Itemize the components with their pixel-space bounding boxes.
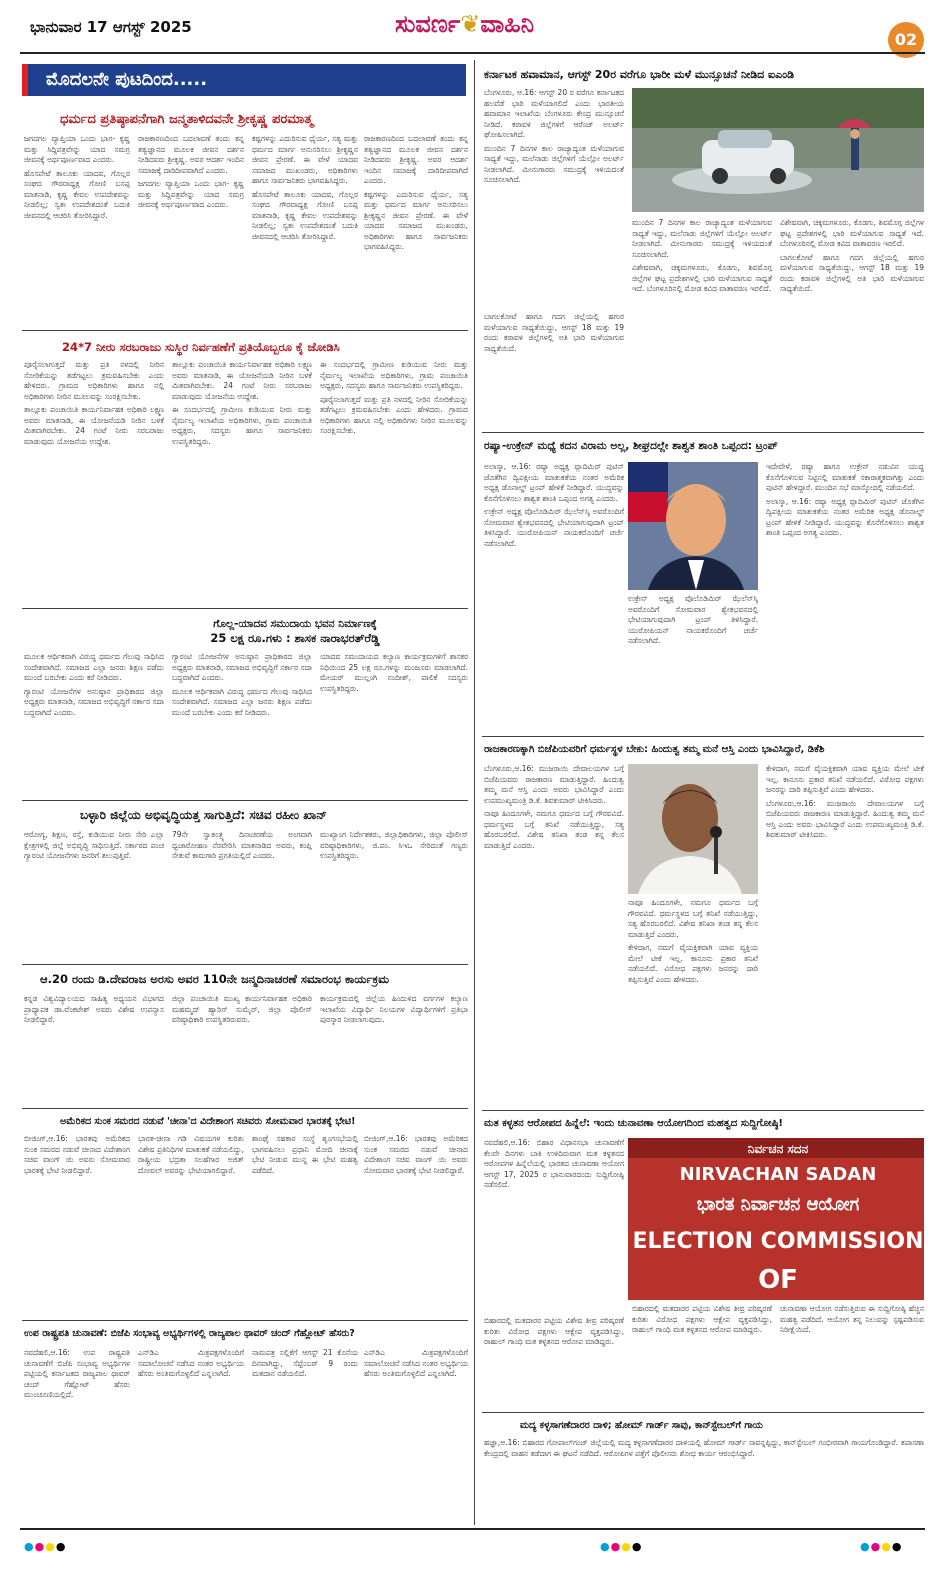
paragraph: ಪೂರೈಸಲಾಗುತ್ತದೆ ಮತ್ತು ಪ್ರತಿ ನಳದಲ್ಲಿ ನೀರಿನ ಸೋರಿಕೆಯನ್ನು ತಡೆಗಟ್ಟಲು ಕ್ರಮವಹಿಸಬೇಕು ಎಂದು ಹೇಳಿದರು. ಗ್ರಾಮದ ಅಧಿಕಾರಿಗಳು ಹಾಗೂ ನಲ್ಲಿ ಅಧಿಕಾರಿಗಳು ನೀರಿನ ಮೂಲವನ್ನು ಸಂರಕ್ಷಿಸಬೇಕು.	[320, 394, 468, 435]
paragraph: ಬಾಗಲಕೋಟೆ ಹಾಗೂ ಗದಗ ಜಿಲ್ಲೆಯಲ್ಲಿ ಹಗುರ ಮಳೆಯಾಗುವ ಸಾಧ್ಯತೆಯಿದ್ದು, ಆಗಸ್ಟ್ 18 ಮತ್ತು 19 ರಂದು ಕರಾವಳಿ ಜಿಲ್ಲೆಗಳಲ್ಲಿ ಅತಿ ಭಾರಿ ಮಳೆಯಾಗುವ ಸಾಧ್ಯತೆಯಿದೆ.	[780, 252, 924, 293]
headline-line: 25 ಲಕ್ಷ ರೂ.ಗಳು : ಶಾಸಕ ನಾರಾಭರತ್‌ರೆಡ್ಡಿ	[210, 631, 380, 645]
story-headline: ರಾಜಕಾರಣಕ್ಕಾಗಿ ಬಿಜೆಪಿಯವರಿಗೆ ಧರ್ಮಸ್ಥಳ ಬೇಕು: ಹಿಂದುತ್ವ ತಮ್ಮ ಮನೆ ಆಸ್ತಿ ಎಂದು ಭಾವಿಸಿದ್ದಾರೆ, ಡಿಕೆಶಿ	[484, 744, 825, 755]
paragraph: ಕೇಳಿದಾಗ, ನಮಗೆ ವೈಯಕ್ತಿಕವಾಗಿ ಯಾವ ವ್ಯಕ್ತಿಯ ಮೇಲೆ ಟೀಕೆ ಇಲ್ಲ. ಕಾನೂನು ಪ್ರಕಾರ ತನಿಖೆ ನಡೆಯಲಿದೆ. ವಿರೋಧ ಪಕ್ಷಗಳು ಜನರನ್ನು ದಾರಿ ತಪ್ಪಿಸುತ್ತಿವೆ ಎಂದು ಹೇಳಿದರು.	[766, 764, 924, 794]
paragraph: ತಾಲ್ಲೂಕು ಪಂಚಾಯಿತಿ ಕಾರ್ಯನಿರ್ವಾಹಕ ಅಧಿಕಾರಿ ಲಕ್ಷ್ಮಣ ಅವರು ಮಾತನಾಡಿ, ಈ ಯೋಜನೆಯಡಿ ನೀರಿನ ಬಳಕೆ ಮಿತವಾಗಿರಬೇಕು. 24 ಗಂಟೆ ನೀರು ಸರಬರಾಜು ಮಾಡುವುದು ಯೋಜನೆಯ ಉದ್ದೇಶ.	[172, 360, 312, 401]
story-body	[364, 134, 468, 322]
paragraph: ಗ್ಯಾರಂಟಿ ಯೋಜನೆಗಳ ಅನುಷ್ಠಾನ ಪ್ರಾಧಿಕಾರದ ಜಿಲ್ಲಾ ಅಧ್ಯಕ್ಷರು ಮಾತನಾಡಿ, ಸಮಾಜದ ಅಭಿವೃದ್ಧಿಗೆ ಸರ್ಕಾರ ಸದಾ ಬದ್ಧವಾಗಿದೆ ಎಂದರು.	[172, 652, 312, 682]
story-body	[24, 360, 164, 600]
story-body	[484, 1138, 624, 1312]
story-divider	[22, 800, 468, 801]
paragraph: ಚುನಾವಣಾ ಆಯೋಗ ನಡೆಸುತ್ತಿರುವ ಈ ಸುದ್ದಿಗೋಷ್ಠಿ ಹೆಚ್ಚಿನ ಮಹತ್ವ ಪಡೆದಿದೆ. ಆಯೋಗ ತನ್ನ ನಿಲುವನ್ನು ಸ್ಪಷ್ಟಪಡಿಸುವ ನಿರೀಕ್ಷೆಯಿದೆ.	[780, 1304, 924, 1334]
story-body	[628, 898, 758, 1104]
paragraph: ಬೀಜಿಂಗ್,ಆ.16: ಭಾರತವು ಅಮೆರಿಕದ ಸುಂಕ ಸಮರದ ನಡುವೆ ಚೀನಾದ ವಿದೇಶಾಂಗ ಸಚಿವ ವಾಂಗ್ ಯಿ ಅವರು ಸೋಮವಾರ ಭಾರತಕ್ಕೆ ಭೇಟಿ ನೀಡಲಿದ್ದಾರೆ.	[364, 1134, 468, 1175]
print-registration-marks: ●●●●	[24, 1540, 67, 1553]
paragraph: ಮುಂದಿನ 7 ದಿನಗಳ ಕಾಲ ರಾಜ್ಯಾದ್ಯಂತ ಮಳೆಯಾಗುವ ಸಾಧ್ಯತೆ ಇದ್ದು, ಮಲೆನಾಡು ಜಿಲ್ಲೆಗಳಿಗೆ ಯೆಲ್ಲೋ ಅಲರ್ಟ್ ನೀಡಲಾಗಿದೆ. ಮೀನುಗಾರರು ಸಮುದ್ರಕ್ಕೆ ಇಳಿಯದಂತೆ ಸೂಚಿಸಲಾಗಿದೆ.	[484, 143, 624, 184]
paragraph: ಕನ್ನಡ ವಿಶ್ವವಿದ್ಯಾಲಯದ ಸಾಹಿತ್ಯ ಅಧ್ಯಯನ ವಿಭಾಗದ ಪ್ರಾಧ್ಯಾಪಕ ಡಾ.ವೆಂಕಟೇಶ್ ಅವರು ವಿಶೇಷ ಉಪನ್ಯಾಸ ನೀಡಲಿದ್ದಾರೆ.	[24, 994, 164, 1024]
paragraph: ನವದೆಹಲಿ,ಆ.16: ಬಿಹಾರ ವಿಧಾನಸಭಾ ಚುನಾವಣೆಗೆ ಕೆಲವೇ ದಿನಗಳು ಬಾಕಿ ಉಳಿದಿರುವಾಗ ಮತ ಕಳ್ಳತನದ ಆರೋಪಗಳ ಹಿನ್ನೆಲೆಯಲ್ಲಿ ಭಾರತದ ಚುನಾವಣಾ ಆಯೋಗ ಆಗಸ್ಟ್ 17, 2025 ರ ಭಾನುವಾರದಂದು ಸುದ್ದಿಗೋಷ್ಠಿ ನಡೆಸಲಿದೆ.	[484, 1138, 624, 1189]
story-headline: ಕರ್ನಾಟಕ ಹವಾಮಾನ, ಆಗಸ್ಟ್ 20ರ ವರೆಗೂ ಭಾರೀ ಮಳೆ ಮುನ್ಸೂಚನೆ ನೀಡಿದ ಐಎಂಡಿ	[484, 68, 795, 81]
story-body	[24, 994, 164, 1102]
story-headline: ಬಳ್ಳಾರಿ ಜಿಲ್ಲೆಯ ಅಭಿವೃದ್ಧಿಯತ್ತ ಸಾಗುತ್ತಿದೆ: ಸಚಿವ ರಹೀಂ ಖಾನ್	[80, 808, 327, 822]
print-registration-marks: ●●●●	[860, 1540, 903, 1553]
story-body	[780, 218, 924, 428]
election-commission-photo	[628, 1138, 924, 1300]
story-body	[484, 1438, 924, 1520]
story-headline	[130, 618, 460, 646]
paragraph: ಇದೇವೇಳೆ, ರಷ್ಯಾ ಹಾಗೂ ಉಕ್ರೇನ್ ನಡುವಿನ ಯುದ್ಧ ಕೊನೆಗೊಳಿಸುವ ನಿಟ್ಟಿನಲ್ಲಿ ಮಾತುಕತೆ ಸಕಾರಾತ್ಮಕವಾಗಿತ್ತು ಎಂದು ಪುಟಿನ್ ಹೇಳಿದ್ದಾರೆ. ಮುಂದಿನ ಸಭೆ ಮಾಸ್ಕೋದಲ್ಲಿ ನಡೆಯಲಿದೆ.	[766, 462, 924, 492]
dkshi-photo	[628, 764, 758, 894]
portrait-image	[628, 764, 758, 894]
story-body	[138, 1348, 244, 1520]
masthead-title-part2: ವಾಹಿನಿ	[480, 10, 535, 38]
story-body	[138, 1134, 244, 1314]
paragraph: ಕೇಳಿದಾಗ, ನಮಗೆ ವೈಯಕ್ತಿಕವಾಗಿ ಯಾವ ವ್ಯಕ್ತಿಯ ಮೇಲೆ ಟೀಕೆ ಇಲ್ಲ. ಕಾನೂನು ಪ್ರಕಾರ ತನಿಖೆ ನಡೆಯಲಿದೆ. ವಿರೋಧ ಪಕ್ಷಗಳು ಜನರನ್ನು ದಾರಿ ತಪ್ಪಿಸುತ್ತಿವೆ ಎಂದು ಹೇಳಿದರು.	[628, 943, 758, 984]
story-body	[320, 360, 468, 600]
story-body	[484, 312, 624, 428]
masthead-title-part1: ಸುವರ್ಣ	[395, 10, 461, 38]
story-body	[252, 134, 358, 322]
story-headline: ಧರ್ಮದ ಪ್ರತಿಷ್ಠಾಪನೆಗಾಗಿ ಜನ್ಮತಾಳಿದವನೇ ಶ್ರೀಕೃಷ್ಣ ಪರಮಾತ್ಮ	[60, 112, 313, 127]
portrait-image	[628, 462, 758, 590]
story-body	[632, 218, 772, 428]
paragraph: ಉಕ್ರೇನ್ ಅಧ್ಯಕ್ಷ ವೊಲೊಡಿಮಿರ್ ಝೆಲೆನ್‌ಸ್ಕಿ ಅವರೊಂದಿಗೆ ಸೋಮವಾರ ಶ್ವೇತಭವನದಲ್ಲಿ ಭೇಟಿಯಾಗುವುದಾಗಿ ಟ್ರಂಪ್ ತಿಳಿಸಿದ್ದಾರೆ. ಯುರೋಪಿಯನ್ ನಾಯಕರೊಂದಿಗೆ ಚರ್ಚೆ ನಡೆಸಲಾಗಿದೆ.	[628, 594, 758, 645]
headline-line: ಗೊಲ್ಲ-ಯಾದವ ಸಮುದಾಯ ಭವನ ನಿರ್ಮಾಣಕ್ಕೆ	[213, 618, 377, 630]
story-body	[24, 652, 164, 792]
story-body	[364, 1348, 468, 1520]
paragraph: ಕಷ್ಟಗಳನ್ನು ಎದುರಿಸುವ ಧೈರ್ಯ, ಸತ್ಯ ಮತ್ತು ಧರ್ಮದ ಮಾರ್ಗ ಅನುಸರಿಸಲು ಶ್ರೀಕೃಷ್ಣನ ಜೀವನ ಪ್ರೇರಣೆ. ಈ ವೇಳೆ ಯಾದವ ಸಮಾಜದ ಮುಖಂಡರು, ಅಧಿಕಾರಿಗಳು ಹಾಗೂ ಸಾರ್ವಜನಿಕರು ಭಾಗವಹಿಸಿದ್ದರು.	[364, 189, 468, 251]
story-body	[320, 830, 468, 958]
story-headline: ಮದ್ಯ ಕಳ್ಳಸಾಗಣೆದಾರರ ದಾಳಿ; ಹೋಮ್ ಗಾರ್ಡ್ ಸಾವು, ಕಾನ್‌ಸ್ಟೇಬಲ್‌ಗೆ ಗಾಯ	[520, 1420, 763, 1431]
sign-mid-text: NIRVACHAN SADAN	[679, 1164, 877, 1185]
sign-big-text: ELECTION COMMISSION	[632, 1229, 924, 1254]
paragraph: ನಾವೂ ಹಿಂದೂಗಳೇ, ನಮಗೂ ಧರ್ಮದ ಬಗ್ಗೆ ಗೌರವವಿದೆ. ಧರ್ಮಸ್ಥಳದ ಬಗ್ಗೆ ತನಿಖೆ ನಡೆಯುತ್ತಿದ್ದು, ಸತ್ಯ ಹೊರಬರಲಿದೆ. ವಿಶೇಷ ತನಿಖಾ ತಂಡ ತನ್ನ ಕೆಲಸ ಮಾಡುತ್ತಿದೆ ಎಂದರು.	[628, 898, 758, 939]
paragraph: ಯಾದವ ಸಮುದಾಯದ ಕಲ್ಯಾಣ ಕಾರ್ಯಕ್ರಮಗಳಿಗೆ ಶಾಸಕರ ನಿಧಿಯಿಂದ 25 ಲಕ್ಷ ರೂ.ಗಳನ್ನು ಮಂಜೂರು ಮಾಡಲಾಗಿದೆ. ಮೇಯರ್ ಮುಲ್ಲಂಗಿ ನಂದೀಶ್, ಪಾಲಿಕೆ ಸದಸ್ಯರು ಉಪಸ್ಥಿತರಿದ್ದರು.	[320, 652, 468, 693]
paragraph: ಬೀಜಿಂಗ್,ಆ.16: ಭಾರತವು ಅಮೆರಿಕದ ಸುಂಕ ಸಮರದ ನಡುವೆ ಚೀನಾದ ವಿದೇಶಾಂಗ ಸಚಿವ ವಾಂಗ್ ಯಿ ಅವರು ಸೋಮವಾರ ಭಾರತಕ್ಕೆ ಭೇಟಿ ನೀಡಲಿದ್ದಾರೆ.	[24, 1134, 130, 1175]
paragraph: ಅಲಾಸ್ಕಾ, ಆ.16: ರಷ್ಯಾ ಅಧ್ಯಕ್ಷ ವ್ಲಾದಿಮಿರ್ ಪುಟಿನ್ ಜೊತೆಗಿನ ದ್ವಿಪಕ್ಷೀಯ ಮಾತುಕತೆಯ ನಂತರ ಅಮೆರಿಕ ಅಧ್ಯಕ್ಷ ಡೊನಾಲ್ಡ್ ಟ್ರಂಪ್ ಹೇಳಿಕೆ ನೀಡಿದ್ದಾರೆ. ಯುದ್ಧವನ್ನು ಕೊನೆಗೊಳಿಸಲು ಶಾಶ್ವತ ಶಾಂತಿ ಒಪ್ಪಂದ ಅಗತ್ಯ ಎಂದರು.	[484, 462, 624, 503]
story-headline: ಅಮೆರಿಕದ ಸುಂಕ ಸಮರದ ನಡುವೆ 'ಚೀನಾ'ದ ವಿದೇಶಾಂಗ ಸಚಿವರು ಸೋಮವಾರ ಭಾರತಕ್ಕೆ ಭೇಟಿ!	[60, 1116, 356, 1127]
story-headline: ರಷ್ಯಾ-ಉಕ್ರೇನ್ ಮಧ್ಯೆ ಕದನ ವಿರಾಮ ಅಲ್ಲ, ಶೀಘ್ರದಲ್ಲೇ ಶಾಶ್ವತ ಶಾಂತಿ ಒಪ್ಪಂದ: ಟ್ರಂಪ್	[484, 440, 778, 452]
paragraph: ಶಾಂಘೈ ಸಹಕಾರ ಸಂಸ್ಥೆ ಶೃಂಗಸಭೆಯಲ್ಲಿ ಭಾಗವಹಿಸಲು ಪ್ರಧಾನಿ ಮೋದಿ ಚೀನಾಕ್ಕೆ ಭೇಟಿ ನೀಡುವ ಮುನ್ನ ಈ ಭೇಟಿ ಮಹತ್ವ ಪಡೆದಿದೆ.	[252, 1134, 358, 1175]
story-divider	[482, 1412, 924, 1413]
section-banner: ಮೊದಲನೇ ಪುಟದಿಂದ.....	[22, 64, 466, 96]
paragraph: ಬಾಗಲಕೋಟೆ ಹಾಗೂ ಗದಗ ಜಿಲ್ಲೆಯಲ್ಲಿ ಹಗುರ ಮಳೆಯಾಗುವ ಸಾಧ್ಯತೆಯಿದ್ದು, ಆಗಸ್ಟ್ 18 ಮತ್ತು 19 ರಂದು ಕರಾವಳಿ ಜಿಲ್ಲೆಗಳಲ್ಲಿ ಅತಿ ಭಾರಿ ಮಳೆಯಾಗುವ ಸಾಧ್ಯತೆಯಿದೆ.	[484, 312, 624, 353]
story-divider	[482, 736, 924, 737]
story-body	[766, 462, 924, 730]
story-body	[484, 88, 624, 308]
paragraph: ವಿಶೇಷವಾಗಿ, ಚಿಕ್ಕಮಗಳೂರು, ಕೊಡಗು, ಶಿವಮೊಗ್ಗ ಜಿಲ್ಲೆಗಳ ಘಟ್ಟ ಪ್ರದೇಶಗಳಲ್ಲಿ ಭಾರಿ ಮಳೆಯಾಗುವ ಸಾಧ್ಯತೆ ಇದೆ. ಬೆಂಗಳೂರಿನಲ್ಲಿ ಮೋಡ ಕವಿದ ವಾತಾವರಣ ಇರಲಿದೆ.	[780, 218, 924, 248]
story-body	[172, 360, 312, 600]
story-divider	[22, 330, 468, 331]
story-body	[320, 994, 468, 1102]
story-body	[252, 1348, 358, 1520]
story-body	[252, 1134, 358, 1314]
center-column-divider	[474, 60, 475, 1525]
paragraph: ಪೂರೈಸಲಾಗುತ್ತದೆ ಮತ್ತು ಪ್ರತಿ ನಳದಲ್ಲಿ ನೀರಿನ ಸೋರಿಕೆಯನ್ನು ತಡೆಗಟ್ಟಲು ಕ್ರಮವಹಿಸಬೇಕು ಎಂದು ಹೇಳಿದರು. ಗ್ರಾಮದ ಅಧಿಕಾರಿಗಳು ಹಾಗೂ ನಲ್ಲಿ ಅಧಿಕಾರಿಗಳು ನೀರಿನ ಮೂಲವನ್ನು ಸಂರಕ್ಷಿಸಬೇಕು.	[24, 360, 164, 401]
story-body	[172, 652, 312, 792]
story-body	[484, 462, 624, 730]
paragraph: ಜಗದಗಲ ವ್ಯಾಪ್ತಿಯಾ ಒಂದು ಭಾಗ- ಕೃಷ್ಣ ಮತ್ತು ಸಿದ್ದಿಪತ್ರವೇನ್ನು ಯಾದ ಸಮಗ್ರ ಜೀವನಕ್ಕೆ ಅರ್ಥಪೂರ್ಣವಾದ ಎಂದರು.	[138, 179, 244, 209]
paragraph: 79ನೇ ಸ್ವಾತಂತ್ರ್ಯ ದಿನಾಚರಣೆಯ ಅಂಗವಾಗಿ ಧ್ವಜಾರೋಹಣ ನೆರವೇರಿಸಿ ಮಾತನಾಡಿದ ಅವರು, ಕಂಪ್ಲಿ ಸೇತುವೆ ಕಾಮಗಾರಿ ಪ್ರಗತಿಯಲ್ಲಿದೆ ಎಂದರು.	[172, 830, 312, 860]
paragraph: ವಿಶೇಷವಾಗಿ, ಚಿಕ್ಕಮಗಳೂರು, ಕೊಡಗು, ಶಿವಮೊಗ್ಗ ಜಿಲ್ಲೆಗಳ ಘಟ್ಟ ಪ್ರದೇಶಗಳಲ್ಲಿ ಭಾರಿ ಮಳೆಯಾಗುವ ಸಾಧ್ಯತೆ ಇದೆ. ಬೆಂಗಳೂರಿನಲ್ಲಿ ಮೋಡ ಕವಿದ ವಾತಾವರಣ ಇರಲಿದೆ.	[632, 263, 772, 293]
story-body	[24, 134, 130, 322]
paragraph: ಹೊಸಪೇಟೆ ತಾಲೂಕು ಯಾದವ, ಗೊಲ್ಲರ ಸಂಘದ ಗೌರವಾಧ್ಯಕ್ಷ ಗೋಣಿ ಬಸಪ್ಪ ಮಾತನಾಡಿ, ಕೃಷ್ಣ ಕೇವಲ ಉಪದೇಶವನ್ನು ನೀಡಲಿಲ್ಲ; ಸ್ವತಃ ಉಪದೇಶದಂತೆ ಬದುಕಿ ಜೀವನದಲ್ಲಿ ಆಚರಿಸಿ ತೋರಿಸಿದ್ದಾರೆ.	[252, 189, 358, 241]
paragraph: ನಾಮಪತ್ರ ಸಲ್ಲಿಕೆಗೆ ಆಗಸ್ಟ್ 21 ಕೊನೆಯ ದಿನವಾಗಿದ್ದು, ಸೆಪ್ಟೆಂಬರ್ 9 ರಂದು ಮತದಾನ ನಡೆಯಲಿದೆ.	[252, 1348, 358, 1378]
story-body	[766, 764, 924, 1104]
paragraph: ಈ ಸಂದರ್ಭದಲ್ಲಿ ಗ್ರಾಮೀಣ ಕುಡಿಯುವ ನೀರು ಮತ್ತು ನೈರ್ಮಲ್ಯ ಇಲಾಖೆಯ ಅಧಿಕಾರಿಗಳು, ಗ್ರಾಮ ಪಂಚಾಯಿತಿ ಅಧ್ಯಕ್ಷರು, ಸದಸ್ಯರು ಹಾಗೂ ಸಾರ್ವಜನಿಕರು ಉಪಸ್ಥಿತರಿದ್ದರು.	[320, 360, 468, 390]
story-body	[172, 830, 312, 958]
paragraph: ಮುಖ್ಯಾಂಗ ನಿರ್ದೇಶಕರು, ಜಿಲ್ಲಾಧಿಕಾರಿಗಳು, ಜಿಲ್ಲಾ ಪೊಲೀಸ್ ವರಿಷ್ಠಾಧಿಕಾರಿಗಳು, ಜಿ.ಪಂ. ಸಿಇಒ ಸೇರಿದಂತೆ ಗಣ್ಯರು ಉಪಸ್ಥಿತರಿದ್ದರು.	[320, 830, 468, 860]
print-registration-marks: ●●●●	[600, 1540, 643, 1553]
story-body	[364, 1134, 468, 1314]
paragraph: ಬಿಹಾರದಲ್ಲಿ ಮತದಾರರ ಪಟ್ಟಿಯ ವಿಶೇಷ ತೀವ್ರ ಪರಿಷ್ಕರಣೆ ಕುರಿತು ವಿರೋಧ ಪಕ್ಷಗಳು ಆಕ್ಷೇಪ ವ್ಯಕ್ತಪಡಿಸಿದ್ದು, ರಾಹುಲ್ ಗಾಂಧಿ ಮತ ಕಳ್ಳತನದ ಆರೋಪ ಮಾಡಿದ್ದರು.	[632, 1304, 772, 1334]
story-headline: ಮತ ಕಳ್ಳತನ ಆರೋಪದ ಹಿನ್ನೆಲೆ: ಇಂದು ಚುನಾವಣಾ ಆಯೋಗದಿಂದ ಮಹತ್ವದ ಸುದ್ದಿಗೋಷ್ಠಿ!	[484, 1118, 783, 1129]
paragraph: ತಾಲ್ಲೂಕು ಪಂಚಾಯಿತಿ ಕಾರ್ಯನಿರ್ವಾಹಕ ಅಧಿಕಾರಿ ಲಕ್ಷ್ಮಣ ಅವರು ಮಾತನಾಡಿ, ಈ ಯೋಜನೆಯಡಿ ನೀರಿನ ಬಳಕೆ ಮಿತವಾಗಿರಬೇಕು. 24 ಗಂಟೆ ನೀರು ಸರಬರಾಜು ಮಾಡುವುದು ಯೋಜನೆಯ ಉದ್ದೇಶ.	[24, 405, 164, 446]
paragraph: ಬೆಂಗಳೂರು,ಆ.16: ಮುಜರಾಯಿ ದೇವಾಲಯಗಳ ಬಗ್ಗೆ ಬಿಜೆಪಿಯವರು ರಾಜಕಾರಣ ಮಾಡುತ್ತಿದ್ದಾರೆ. ಹಿಂದುತ್ವ ತಮ್ಮ ಮನೆ ಆಸ್ತಿ ಎಂದು ಅವರು ಭಾವಿಸಿದ್ದಾರೆ ಎಂದು ಉಪಮುಖ್ಯಮಂತ್ರಿ ಡಿ.ಕೆ. ಶಿವಕುಮಾರ್ ಟೀಕಿಸಿದರು.	[484, 764, 624, 805]
story-body	[628, 594, 758, 730]
paragraph: ಕಷ್ಟಗಳನ್ನು ಎದುರಿಸುವ ಧೈರ್ಯ, ಸತ್ಯ ಮತ್ತು ಧರ್ಮದ ಮಾರ್ಗ ಅನುಸರಿಸಲು ಶ್ರೀಕೃಷ್ಣನ ಜೀವನ ಪ್ರೇರಣೆ. ಈ ವೇಳೆ ಯಾದವ ಸಮಾಜದ ಮುಖಂಡರು, ಅಧಿಕಾರಿಗಳು ಹಾಗೂ ಸಾರ್ವಜನಿಕರು ಭಾಗವಹಿಸಿದ್ದರು.	[252, 134, 358, 185]
story-divider	[482, 1110, 924, 1111]
rain-street-image	[632, 88, 924, 212]
masthead-title	[395, 10, 534, 38]
sign-kn-text: ಭಾರತ ನಿರ್ವಾಚನ ಆಯೋಗ	[696, 1194, 860, 1215]
paragraph: ನವದೆಹಲಿ,ಆ.16: ಉಪ ರಾಷ್ಟ್ರಪತಿ ಚುನಾವಣೆಗೆ ಬಿಜೆಪಿ ಸಂಭಾವ್ಯ ಅಭ್ಯರ್ಥಿಗಳ ಪಟ್ಟಿಯಲ್ಲಿ ಕರ್ನಾಟಕದ ರಾಜ್ಯಪಾಲ ಥಾವರ್ ಚಂದ್ ಗೆಹ್ಲೋಟ್ ಹೆಸರು ಮುಂಚೂಣಿಯಲ್ಲಿದೆ.	[24, 1348, 130, 1399]
paragraph: ಹೊಸಪೇಟೆ ತಾಲೂಕು ಯಾದವ, ಗೊಲ್ಲರ ಸಂಘದ ಗೌರವಾಧ್ಯಕ್ಷ ಗೋಣಿ ಬಸಪ್ಪ ಮಾತನಾಡಿ, ಕೃಷ್ಣ ಕೇವಲ ಉಪದೇಶವನ್ನು ನೀಡಲಿಲ್ಲ; ಸ್ವತಃ ಉಪದೇಶದಂತೆ ಬದುಕಿ ಜೀವನದಲ್ಲಿ ಆಚರಿಸಿ ತೋರಿಸಿದ್ದಾರೆ.	[24, 168, 130, 220]
paragraph: ಬಿಹಾರದಲ್ಲಿ ಮತದಾರರ ಪಟ್ಟಿಯ ವಿಶೇಷ ತೀವ್ರ ಪರಿಷ್ಕರಣೆ ಕುರಿತು ವಿರೋಧ ಪಕ್ಷಗಳು ಆಕ್ಷೇಪ ವ್ಯಕ್ತಪಡಿಸಿದ್ದು, ರಾಹುಲ್ ಗಾಂಧಿ ಮತ ಕಳ್ಳತನದ ಆರೋಪ ಮಾಡಿದ್ದರು.	[484, 1316, 624, 1346]
paragraph: ರಾಜಕಾರಣದಿಂದ ಬದಲಾವಣೆ ತಂದು ತನ್ನ ತತ್ವಜ್ಞಾನದ ಮೂಲಕ ಜೀವನ ದರ್ಶನ ನೀಡಿದವರು ಶ್ರೀಕೃಷ್ಣ. ಅವರ ಆದರ್ಶ ಇಂದಿನ ಸಮಾಜಕ್ಕೆ ದಾರಿದೀಪವಾಗಿದೆ ಎಂದರು.	[364, 134, 468, 185]
story-body	[484, 1316, 624, 1408]
page-number-badge: 02	[888, 22, 924, 58]
story-headline: ಆ.20 ರಂದು ಡಿ.ದೇವರಾಜ ಅರಸು ಅವರ 110ನೇ ಜನ್ಮದಿನಾಚರಣೆ ಸಮಾರಂಭ ಕಾರ್ಯಕ್ರಮ	[40, 972, 390, 986]
story-body	[780, 1304, 924, 1408]
story-body	[484, 764, 624, 1104]
paragraph: ಜಿಲ್ಲಾ ಪಂಚಾಯಿತಿ ಮುಖ್ಯ ಕಾರ್ಯನಿರ್ವಾಹಕ ಅಧಿಕಾರಿ ಮಹಮ್ಮದ್ ಹ್ಯಾರಿಸ್ ಸುಮೈರ್, ಜಿಲ್ಲಾ ಪೊಲೀಸ್ ವರಿಷ್ಠಾಧಿಕಾರಿ ಉಪಸ್ಥಿತರಿರುವರು.	[172, 994, 312, 1024]
story-headline: ಉಪ ರಾಷ್ಟ್ರಪತಿ ಚುನಾವಣೆ: ಬಿಜೆಪಿ ಸಂಭಾವ್ಯ ಅಭ್ಯರ್ಥಿಗಳಲ್ಲಿ ರಾಜ್ಯಪಾಲ ಥಾವರ್ ಚಂದ್ ಗೆಹ್ಲೋಟ್ ಹೆಸರು?	[24, 1328, 355, 1339]
sign-of-text: OF	[758, 1265, 798, 1295]
rain-photo	[632, 88, 924, 212]
story-divider	[482, 432, 924, 433]
trump-photo	[628, 462, 758, 590]
paragraph: ಕಾರ್ಯಕ್ರಮದಲ್ಲಿ ಜಿಲ್ಲೆಯ ಹಿಂದುಳಿದ ವರ್ಗಗಳ ಕಲ್ಯಾಣ ಇಲಾಖೆಯ ವಿದ್ಯಾರ್ಥಿ ನಿಲಯಗಳ ವಿದ್ಯಾರ್ಥಿಗಳಿಗೆ ಪ್ರತಿಭಾ ಪುರಸ್ಕಾರ ನೀಡಲಾಗುವುದು.	[320, 994, 468, 1024]
story-divider	[22, 608, 468, 609]
paragraph: ನಾವೂ ಹಿಂದೂಗಳೇ, ನಮಗೂ ಧರ್ಮದ ಬಗ್ಗೆ ಗೌರವವಿದೆ. ಧರ್ಮಸ್ಥಳದ ಬಗ್ಗೆ ತನಿಖೆ ನಡೆಯುತ್ತಿದ್ದು, ಸತ್ಯ ಹೊರಬರಲಿದೆ. ವಿಶೇಷ ತನಿಖಾ ತಂಡ ತನ್ನ ಕೆಲಸ ಮಾಡುತ್ತಿದೆ ಎಂದರು.	[484, 809, 624, 850]
paragraph: ಅಲಾಸ್ಕಾ, ಆ.16: ರಷ್ಯಾ ಅಧ್ಯಕ್ಷ ವ್ಲಾದಿಮಿರ್ ಪುಟಿನ್ ಜೊತೆಗಿನ ದ್ವಿಪಕ್ಷೀಯ ಮಾತುಕತೆಯ ನಂತರ ಅಮೆರಿಕ ಅಧ್ಯಕ್ಷ ಡೊನಾಲ್ಡ್ ಟ್ರಂಪ್ ಹೇಳಿಕೆ ನೀಡಿದ್ದಾರೆ. ಯುದ್ಧವನ್ನು ಕೊನೆಗೊಳಿಸಲು ಶಾಶ್ವತ ಶಾಂತಿ ಒಪ್ಪಂದ ಅಗತ್ಯ ಎಂದರು.	[766, 496, 924, 537]
sign-top-text: ನಿರ್ವಚನ ಸದನ	[747, 1142, 809, 1156]
story-body	[24, 830, 164, 958]
masthead-leaf-icon: ❦	[460, 10, 481, 38]
story-divider	[22, 964, 468, 965]
paragraph: ರಾಜಕಾರಣದಿಂದ ಬದಲಾವಣೆ ತಂದು ತನ್ನ ತತ್ವಜ್ಞಾನದ ಮೂಲಕ ಜೀವನ ದರ್ಶನ ನೀಡಿದವರು ಶ್ರೀಕೃಷ್ಣ. ಅವರ ಆದರ್ಶ ಇಂದಿನ ಸಮಾಜಕ್ಕೆ ದಾರಿದೀಪವಾಗಿದೆ ಎಂದರು.	[138, 134, 244, 175]
masthead-rule	[20, 52, 925, 54]
paragraph: ಆರೋಗ್ಯ, ಶಿಕ್ಷಣ, ರಸ್ತೆ, ಕುಡಿಯುವ ನೀರು ಸೇರಿ ಎಲ್ಲಾ ಕ್ಷೇತ್ರಗಳಲ್ಲಿ ಜಿಲ್ಲೆ ಅಭಿವೃದ್ಧಿ ಸಾಧಿಸುತ್ತಿದೆ. ಸರ್ಕಾರದ ಪಂಚ ಗ್ಯಾರಂಟಿ ಯೋಜನೆಗಳು ಜನರಿಗೆ ತಲುಪುತ್ತಿವೆ.	[24, 830, 164, 860]
paragraph: ಬೆಂಗಳೂರು, ಆ.16: ಆಗಸ್ಟ್ 20 ರ ವರೆಗೂ ಕರ್ನಾಟಕದ ಹಲವೆಡೆ ಭಾರಿ ಮಳೆಯಾಗಲಿದೆ ಎಂದು ಭಾರತೀಯ ಹವಾಮಾನ ಇಲಾಖೆಯ ಬೆಂಗಳೂರು ಕೇಂದ್ರ ಮುನ್ಸೂಚನೆ ನೀಡಿದೆ. ಕರಾವಳಿ ಜಿಲ್ಲೆಗಳಿಗೆ ಆರೆಂಜ್ ಅಲರ್ಟ್ ಘೋಷಿಸಲಾಗಿದೆ.	[484, 88, 624, 139]
paragraph: ಬೆಂಗಳೂರು,ಆ.16: ಮುಜರಾಯಿ ದೇವಾಲಯಗಳ ಬಗ್ಗೆ ಬಿಜೆಪಿಯವರು ರಾಜಕಾರಣ ಮಾಡುತ್ತಿದ್ದಾರೆ. ಹಿಂದುತ್ವ ತಮ್ಮ ಮನೆ ಆಸ್ತಿ ಎಂದು ಅವರು ಭಾವಿಸಿದ್ದಾರೆ ಎಂದು ಉಪಮುಖ್ಯಮಂತ್ರಿ ಡಿ.ಕೆ. ಶಿವಕುಮಾರ್ ಟೀಕಿಸಿದರು.	[766, 798, 924, 839]
story-body	[24, 1348, 130, 1520]
story-body	[632, 1304, 772, 1408]
footer-rule	[20, 1528, 925, 1530]
story-body	[172, 994, 312, 1102]
story-headline: 24*7 ನೀರು ಸರಬರಾಜು ಸುಸ್ಥಿರ ನಿರ್ವಹಣೆಗೆ ಪ್ರತಿಯೊಬ್ಬರೂ ಕೈ ಜೋಡಿಸಿ	[62, 340, 340, 354]
paragraph: ಎನ್‌ಡಿಎ ಮಿತ್ರಪಕ್ಷಗಳೊಂದಿಗೆ ಸಮಾಲೋಚನೆ ನಡೆಸಿದ ನಂತರ ಅಭ್ಯರ್ಥಿಯ ಹೆಸರು ಅಂತಿಮಗೊಳ್ಳಲಿದೆ ಎನ್ನಲಾಗಿದೆ.	[138, 1348, 244, 1378]
paragraph: ಉಕ್ರೇನ್ ಅಧ್ಯಕ್ಷ ವೊಲೊಡಿಮಿರ್ ಝೆಲೆನ್‌ಸ್ಕಿ ಅವರೊಂದಿಗೆ ಸೋಮವಾರ ಶ್ವೇತಭವನದಲ್ಲಿ ಭೇಟಿಯಾಗುವುದಾಗಿ ಟ್ರಂಪ್ ತಿಳಿಸಿದ್ದಾರೆ. ಯುರೋಪಿಯನ್ ನಾಯಕರೊಂದಿಗೆ ಚರ್ಚೆ ನಡೆಸಲಾಗಿದೆ.	[484, 507, 624, 548]
story-divider	[22, 1320, 468, 1321]
story-body	[138, 134, 244, 322]
paragraph: ಮುಂದಿನ 7 ದಿನಗಳ ಕಾಲ ರಾಜ್ಯಾದ್ಯಂತ ಮಳೆಯಾಗುವ ಸಾಧ್ಯತೆ ಇದ್ದು, ಮಲೆನಾಡು ಜಿಲ್ಲೆಗಳಿಗೆ ಯೆಲ್ಲೋ ಅಲರ್ಟ್ ನೀಡಲಾಗಿದೆ. ಮೀನುಗಾರರು ಸಮುದ್ರಕ್ಕೆ ಇಳಿಯದಂತೆ ಸೂಚಿಸಲಾಗಿದೆ.	[632, 218, 772, 259]
paragraph: ಜಗದಗಲ ವ್ಯಾಪ್ತಿಯಾ ಒಂದು ಭಾಗ- ಕೃಷ್ಣ ಮತ್ತು ಸಿದ್ದಿಪತ್ರವೇನ್ನು ಯಾದ ಸಮಗ್ರ ಜೀವನಕ್ಕೆ ಅರ್ಥಪೂರ್ಣವಾದ ಎಂದರು.	[24, 134, 130, 164]
paragraph: ಎನ್‌ಡಿಎ ಮಿತ್ರಪಕ್ಷಗಳೊಂದಿಗೆ ಸಮಾಲೋಚನೆ ನಡೆಸಿದ ನಂತರ ಅಭ್ಯರ್ಥಿಯ ಹೆಸರು ಅಂತಿಮಗೊಳ್ಳಲಿದೆ ಎನ್ನಲಾಗಿದೆ.	[364, 1348, 468, 1378]
story-divider	[22, 1108, 468, 1109]
paragraph: ಗ್ಯಾರಂಟಿ ಯೋಜನೆಗಳ ಅನುಷ್ಠಾನ ಪ್ರಾಧಿಕಾರದ ಜಿಲ್ಲಾ ಅಧ್ಯಕ್ಷರು ಮಾತನಾಡಿ, ಸಮಾಜದ ಅಭಿವೃದ್ಧಿಗೆ ಸರ್ಕಾರ ಸದಾ ಬದ್ಧವಾಗಿದೆ ಎಂದರು.	[24, 686, 164, 717]
paragraph: ಮೂಲಕ ಆರ್ಥಿಕವಾಗಿ ವಿರುದ್ಧ ಧರ್ಮದ ಗೆಲುವು ಸಾಧಿಸಿದ ಸಂದೇಶವಾಗಿದೆ. ಸಮಾಜದ ಎಲ್ಲಾ ಜನರು ಶಿಕ್ಷಣ ಪಡೆದು ಮುಂದೆ ಬರಬೇಕು ಎಂದು ಕರೆ ನೀಡಿದರು.	[172, 686, 312, 717]
paragraph: ಭಾರತ-ಚೀನಾ ಗಡಿ ವಿಷಯಗಳ ಕುರಿತು ವಿಶೇಷ ಪ್ರತಿನಿಧಿಗಳ ಮಾತುಕತೆ ನಡೆಯಲಿದ್ದು, ರಾಷ್ಟ್ರೀಯ ಭದ್ರತಾ ಸಲಹೆಗಾರ ಅಜಿತ್ ದೋವಲ್ ಅವರನ್ನು ಭೇಟಿಯಾಗಲಿದ್ದಾರೆ.	[138, 1134, 244, 1175]
paragraph: ಈ ಸಂದರ್ಭದಲ್ಲಿ ಗ್ರಾಮೀಣ ಕುಡಿಯುವ ನೀರು ಮತ್ತು ನೈರ್ಮಲ್ಯ ಇಲಾಖೆಯ ಅಧಿಕಾರಿಗಳು, ಗ್ರಾಮ ಪಂಚಾಯಿತಿ ಅಧ್ಯಕ್ಷರು, ಸದಸ್ಯರು ಹಾಗೂ ಸಾರ್ವಜನಿಕರು ಉಪಸ್ಥಿತರಿದ್ದರು.	[172, 405, 312, 446]
story-body	[320, 652, 468, 792]
building-sign-image	[628, 1138, 924, 1300]
story-body	[24, 1134, 130, 1314]
issue-date: ಭಾನುವಾರ 17 ಆಗಸ್ಟ್ 2025	[30, 18, 192, 36]
paragraph: ಮೂಲಕ ಆರ್ಥಿಕವಾಗಿ ವಿರುದ್ಧ ಧರ್ಮದ ಗೆಲುವು ಸಾಧಿಸಿದ ಸಂದೇಶವಾಗಿದೆ. ಸಮಾಜದ ಎಲ್ಲಾ ಜನರು ಶಿಕ್ಷಣ ಪಡೆದು ಮುಂದೆ ಬರಬೇಕು ಎಂದು ಕರೆ ನೀಡಿದರು.	[24, 652, 164, 682]
paragraph: ಹಜ್ಞಾ,ಆ.16: ಬಿಹಾರದ ಗೋಪಾಲ್‌ಗಂಜ್ ಜಿಲ್ಲೆಯಲ್ಲಿ ಮದ್ಯ ಕಳ್ಳಸಾಗಣೆದಾರರ ದಾಳಿಯಲ್ಲಿ ಹೋಮ್ ಗಾರ್ಡ್ ಸಾವನ್ನಪ್ಪಿದ್ದು, ಕಾನ್‌ಸ್ಟೇಬಲ್ ಗಂಭೀರವಾಗಿ ಗಾಯಗೊಂಡಿದ್ದಾರೆ. ತಪಾಸಣಾ ಕೇಂದ್ರದಲ್ಲಿ ವಾಹನ ತಡೆದಾಗ ಈ ಘಟನೆ ನಡೆದಿದೆ. ಆರೋಪಿಗಳ ಪತ್ತೆಗೆ ಪೊಲೀಸರು ಶೋಧ ಕಾರ್ಯ ಆರಂಭಿಸಿದ್ದಾರೆ.	[484, 1438, 924, 1458]
